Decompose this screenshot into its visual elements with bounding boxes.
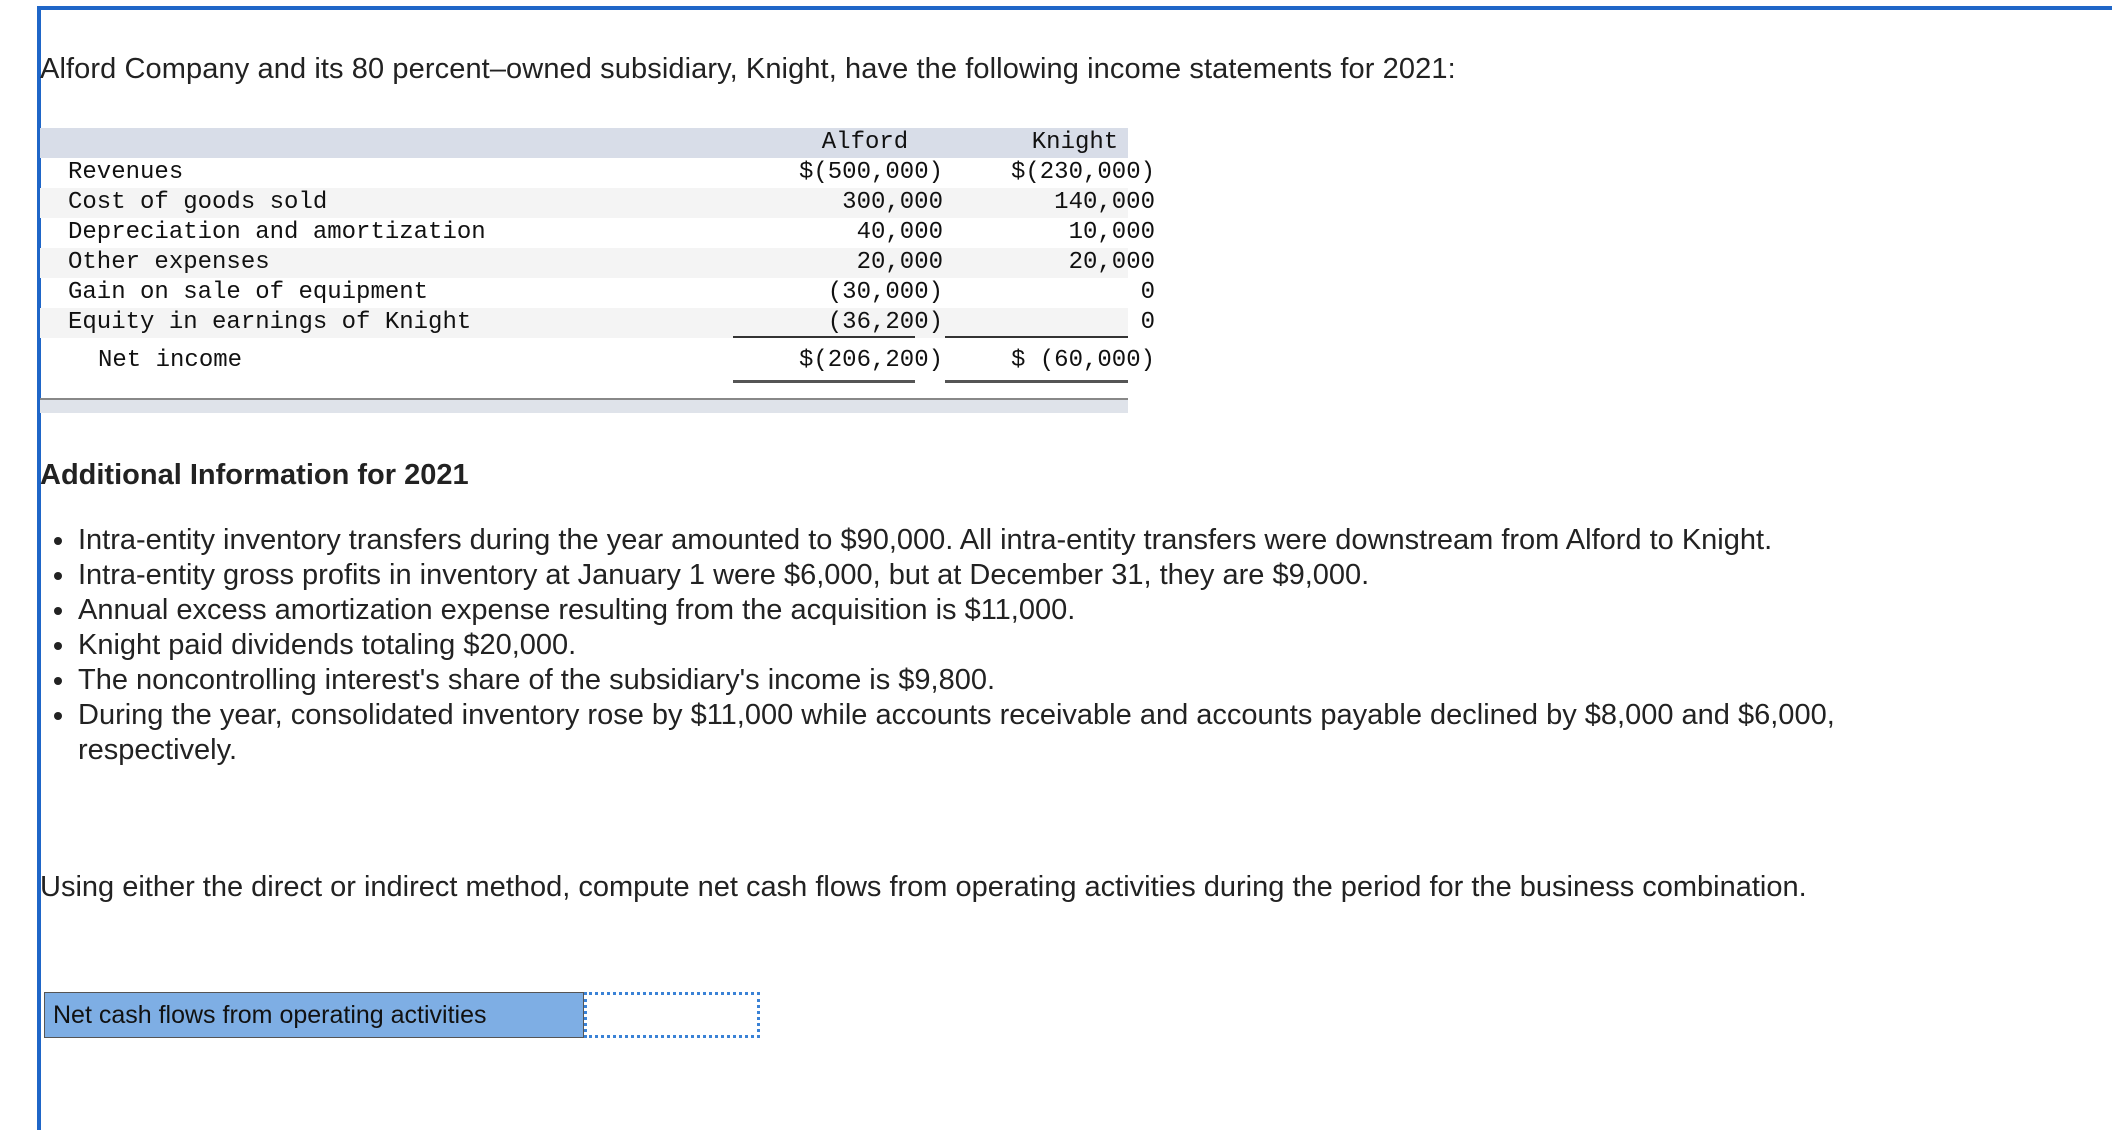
bullet-icon (54, 537, 62, 545)
bullet-icon (54, 572, 62, 580)
knight-value: 20,000 (1068, 249, 1155, 276)
knight-value: 140,000 (1054, 189, 1155, 216)
list-item: During the year, consolidated inventory rose by $11,000 while accounts receivable and accounts payable declined by $8,000 and $6,000, respectively. (40, 698, 1920, 768)
table-row (40, 308, 1155, 338)
alford-total: $(206,200) (798, 347, 943, 374)
additional-info-list (40, 523, 1920, 768)
table-row (40, 218, 1155, 248)
knight-value: $(230,000) (1010, 159, 1155, 186)
row-label: Equity in earnings of Knight (68, 309, 472, 336)
row-label: Revenues (68, 159, 184, 186)
alford-value: (30,000) (827, 279, 943, 306)
column-header-alford: Alford (821, 129, 909, 156)
table-row (40, 158, 1155, 188)
table-row-total (40, 346, 1155, 376)
row-label: Cost of goods sold (68, 189, 328, 216)
table-row (40, 248, 1155, 278)
row-label: Gain on sale of equipment (68, 279, 429, 306)
bullet-icon (54, 712, 62, 720)
answer-label: Net cash flows from operating activities (44, 992, 584, 1038)
total-double-rule-alford (733, 380, 915, 383)
list-item: Annual excess amortization expense resulting from the acquisition is $11,000. (40, 593, 1920, 628)
column-header-knight: Knight (1031, 129, 1119, 156)
bullet-icon (54, 607, 62, 615)
question-prompt: Using either the direct or indirect method, compute net cash flows from operating activities during the period for the business combination. (40, 871, 1807, 903)
table-row (40, 278, 1155, 308)
table-row (40, 188, 1155, 218)
knight-value: 0 (1140, 279, 1155, 306)
list-item: Knight paid dividends totaling $20,000. (40, 628, 1920, 663)
alford-value: (36,200) (827, 309, 943, 336)
alford-value: 40,000 (856, 219, 943, 246)
table-footer-bar (40, 398, 1128, 413)
additional-info-heading: Additional Information for 2021 (40, 459, 469, 491)
knight-total: $ (60,000) (1010, 347, 1155, 374)
subtotal-rule-alford (733, 336, 915, 338)
knight-value: 0 (1140, 309, 1155, 336)
list-item: Intra-entity gross profits in inventory at January 1 were $6,000, but at December 31, they are $9,000. (40, 558, 1920, 593)
problem-intro: Alford Company and its 80 percent–owned subsidiary, Knight, have the following income statements for 2021: (40, 53, 1456, 85)
total-label: Net income (98, 347, 243, 374)
alford-value: 300,000 (842, 189, 943, 216)
income-statement-table (40, 128, 1155, 411)
row-label: Other expenses (68, 249, 270, 276)
answer-row (44, 992, 760, 1038)
list-item: The noncontrolling interest's share of the subsidiary's income is $9,800. (40, 663, 1920, 698)
alford-value: 20,000 (856, 249, 943, 276)
bullet-icon (54, 677, 62, 685)
bullet-icon (54, 642, 62, 650)
alford-value: $(500,000) (798, 159, 943, 186)
list-item: Intra-entity inventory transfers during the year amounted to $90,000. All intra-entity transfers were downstream from Alford to Knight. (40, 523, 1920, 558)
knight-value: 10,000 (1068, 219, 1155, 246)
net-cash-flows-input[interactable] (584, 992, 760, 1038)
table-header-bar (40, 128, 1128, 158)
subtotal-rule-knight (945, 336, 1128, 338)
row-label: Depreciation and amortization (68, 219, 486, 246)
total-double-rule-knight (945, 380, 1128, 383)
